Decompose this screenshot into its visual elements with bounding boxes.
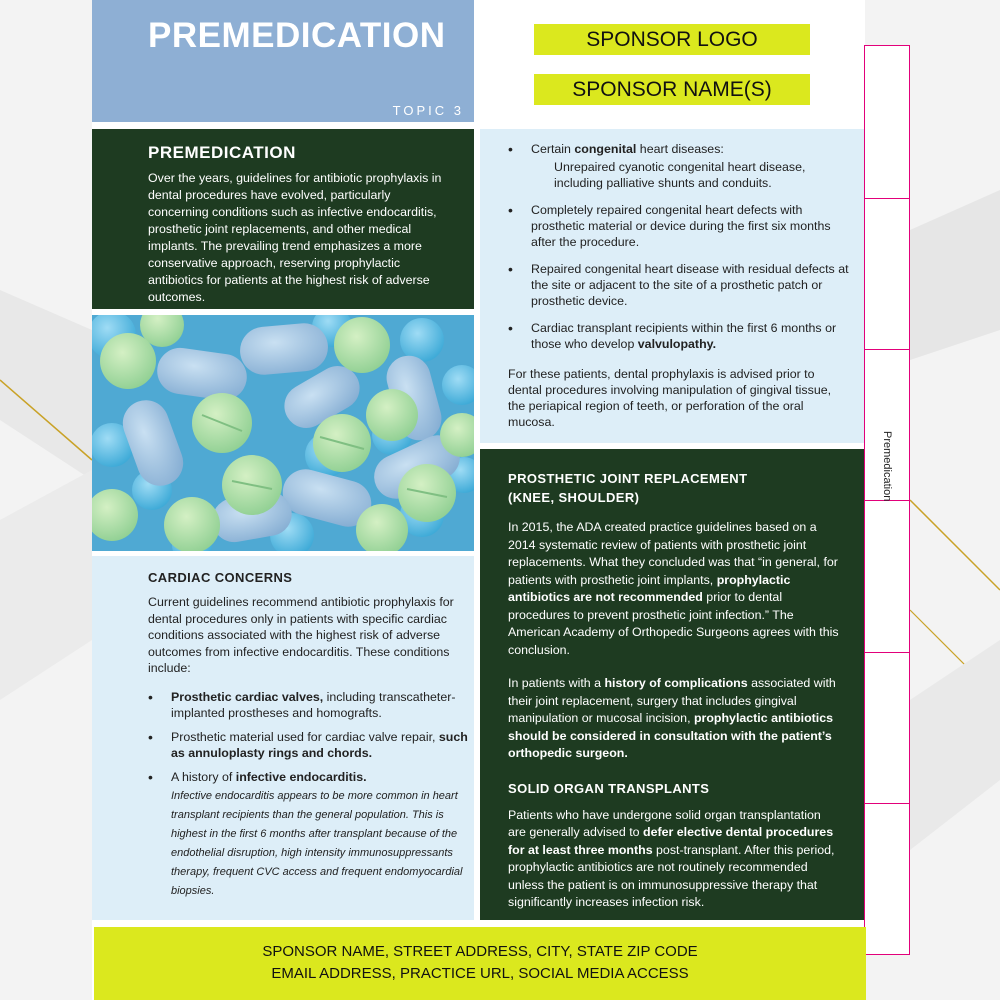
tab-premedication[interactable]: Premedication [881,431,893,502]
list-item: • Certain congenital heart diseases: Unrepaired cyanotic congenital heart disease, including palliative shunts and conduits. [508,141,850,191]
side-tab-strip [864,45,910,955]
cardiac-condition-list [148,689,474,901]
footer-address: SPONSOR NAME, STREET ADDRESS, CITY, STATE ZIP CODE [262,943,698,960]
organ-paragraph: Patients who have undergone solid organ transplantation are generally advised to defer elective dental procedures for at least three months post-transplant. After this period, prophylactic antibiotics are not routinely recommended unless the patient is on immunosuppressive therapy that significantly increases infection risk. [508,807,835,909]
tab-divider [865,652,909,653]
pills-photo [92,315,474,551]
intro-body: Over the years, guidelines for antibiotic prophylaxis in dental procedures have evolved, particularly concerning conditions such as infective endocarditis, prosthetic joint replacements, and other medical implants. The prevailing trend emphasizes a more conservative approach, reserving prophylactic antibiotics for patients at the highest risk of adverse outcomes. [148,171,442,304]
intro-panel [92,129,474,309]
conditions-list [508,141,850,352]
intro-heading: PREMEDICATION [148,143,296,162]
list-item: • Repaired congenital heart disease with residual defects at the site or adjacent to the site of a prosthetic patch or prosthetic device. [508,261,850,309]
page-title: PREMEDICATION [148,16,446,55]
endocarditis-note: Infective endocarditis appears to be more common in heart transplant recipients than the general population. This is highest in the first 6 months after transplant because of the endothelial disruption, high intensity immunosuppressants therapy, frequent CVC access and frequent endomyocardial biopsies. [171,789,463,897]
tab-divider [865,198,909,199]
conditions-summary: For these patients, dental prophylaxis is advised prior to dental procedures involving manipulation of gingival tissue, the periapical region of teeth, or perforation of the oral mucosa. [508,367,832,429]
header-banner [92,0,474,122]
list-item: • Cardiac transplant recipients within the first 6 months or those who develop valvulopathy. [508,320,850,352]
sponsor-logo-placeholder: SPONSOR LOGO [534,24,810,55]
list-item: • Prosthetic material used for cardiac valve repair, such as annuloplasty rings and chords. [148,729,478,761]
cardiac-heading: CARDIAC CONCERNS [148,570,293,585]
cardiac-concerns-panel [92,556,474,920]
sponsor-footer [94,927,866,1000]
sponsor-name-placeholder: SPONSOR NAME(S) [534,74,810,105]
sub-item: Unrepaired cyanotic congenital heart disease, including palliative shunts and conduits. [554,160,806,190]
list-item: • Prosthetic cardiac valves, including transcatheter-implanted prostheses and homografts. [148,689,478,721]
organ-heading: SOLID ORGAN TRANSPLANTS [508,780,710,796]
conditions-panel [480,129,864,443]
joint-paragraph-1: In 2015, the ADA created practice guidelines based on a 2014 systematic review of patients with prosthetic joint replacements. What they concluded was that “in general, for patients with prosthetic joint implants, prophylactic antibiotics are not recommended prior to dental procedures to prevent prosthetic joint infection.” The American Academy of Orthopedic Surgeons agrees with this conclusion. [508,520,839,657]
list-item: • Completely repaired congenital heart defects with prosthetic material or device during the first six months after the procedure. [508,202,850,250]
joint-heading: PROSTHETIC JOINT REPLACEMENT (KNEE, SHOULDER) [508,471,748,505]
tab-divider [865,349,909,350]
footer-contact: EMAIL ADDRESS, PRACTICE URL, SOCIAL MEDIA ACCESS [271,965,689,982]
joint-paragraph-2: In patients with a history of complications associated with their joint replacement, surgery that includes gingival manipulation or mucosal incision, prophylactic antibiotics should be considered in consultation with the patient’s orthopedic surgeon. [508,676,836,760]
topic-label: TOPIC 3 [392,103,464,118]
joint-and-transplant-panel [480,449,864,920]
tab-divider [865,803,909,804]
list-item: • A history of infective endocarditis. Infective endocarditis appears to be more common in heart transplant recipients than the general population. This is highest in the first 6 months after transplant because of the endothelial disruption, high intensity immunosuppressants therapy, frequent CVC access and frequent endomyocardial biopsies. [148,769,478,901]
cardiac-lead: Current guidelines recommend antibiotic prophylaxis for dental procedures only in patients with specific cardiac conditions associated with the highest risk of adverse outcomes from infective endocarditis. These conditions include: [148,595,454,675]
